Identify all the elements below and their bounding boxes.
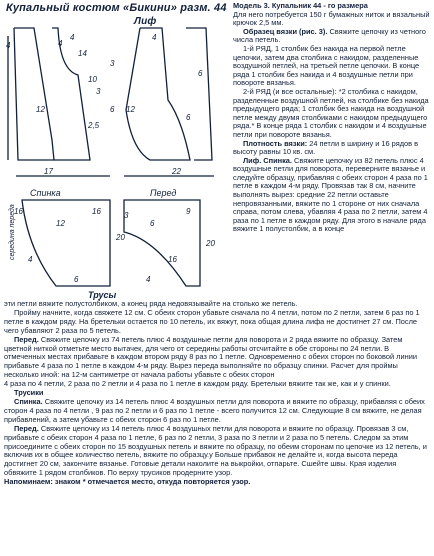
dim-t1: 16 (14, 207, 23, 216)
lif-text-tail: вяжите 1 полустолбик, а в конце (233, 224, 345, 234)
paragraph-7: Свяжите цепочку из 14 петель плюс 4 воздушных петли для поворота и вяжите по образцу. Провязав 3 см, прибавьте с обеих сторон 4 раза по 1 петле, 6 раз по 2 петли, 3 раза по 3 петли и 2 раза по 5 петель. Следом за этим присоедините с обеих сторон по 15 воздушных петель и вяжите по образцу, по обеим сторонам по цепочке из 12 петель, и включив их в общее количество петель, вяжите по образцу.у Больше прибавок не делайте и, когда высота переда достигнет 20 см, закончите вязанье. Готовые детали наколите на выкройки, отпарьте. Сшейте швы. Края изделия обвяжите 1 рядом столбиков. По верху трусиков продерните узор. (4, 423, 427, 478)
dim-3: 14 (78, 49, 87, 58)
dim-2: 4 (58, 39, 63, 48)
paragraph-3: Свяжите цепочку из 74 петель плюс 4 воздушные петли для поворота и 2 ряда вяжите по образцу. Затем цветной ниткой отметьте место вытачек, для чего от середины работы отсчитайте в обе стороны по 24 петли. В отмеченных местах прибавьте в каждом втором ряду 8 раз по 1 петле. Одновременно с обеих сторон по боковой линии прибавьте 4 раза по 1 петле в каждом 4-м ряду. Вырез переда выполняйте по образцу спинки. Расчет для проймы несколько иной: на 12-м сантиметре от начала работы убавьте с обеих сторон (4, 334, 417, 380)
lif-label: Лиф. Спинка. (243, 155, 292, 165)
row-1-text: 1-й РЯД, 1 столбик без накида на первой петле цепочки, затем два столбика с накидом, разделенные воздушной петлей, на третьей петле цепочки. В конце ряда 1 столбик без накида и 4 воздушные петли при повороте вязанья. (233, 43, 420, 88)
dim-t4: 4 (28, 255, 33, 264)
dim-5: 3 (110, 59, 115, 68)
paragraph-1: эти петли вяжите полустолбиком, а конец ряда недовязывайте на столько же петель. (4, 299, 298, 308)
density-label: Плотность вязки: (243, 138, 308, 148)
dim-t8: 16 (168, 255, 177, 264)
dim-t12: 16 (92, 207, 101, 216)
dim-t11: 9 (186, 207, 191, 216)
dim-7: 6 (110, 105, 115, 114)
paragraph-4: 4 раза по 4 петли, 2 раза по 2 петли и 4 раза по 1 петле в каждом ряду. Бретельки вяжите так же, как и у спинки. (4, 379, 391, 389)
dim-t6: 4 (146, 275, 151, 284)
row-2-text: 2-й РЯД (и все остальные): *2 столбика с накидом, разделенные воздушной петлей, на столбике без накида предыдущего ряда; 1 столбик без накида на воздушной петле между двумя столбиками с накидом предыдущего ряда.* В конце ряда 1 столбик с накидом и 4 воздушные петли при повороте вязанья. (233, 86, 429, 139)
diagram-title-text: Купальный костюм «Бикини» разм. 44 (6, 2, 227, 14)
briefs-front-label: Перед. (14, 423, 39, 433)
dim-t5: 6 (74, 275, 79, 284)
dim-8: 3 (96, 87, 101, 96)
dim-15: 4 (70, 33, 75, 42)
pattern-diagram (0, 0, 232, 300)
bottom-text-block (4, 300, 430, 487)
front-label: Перед (150, 188, 177, 198)
paragraph-6: Свяжите цепочку из 14 петель плюс 4 воздушных петли для поворота и вяжите по образцу, прибавляя с обеих сторон 4 раза по 4 петли , 9 раз по 2 петли и 6 раз по 1 петле - всего получится 12 см. Следующие 8 см вяжите, не делая прибавлений, а затем убавьте с обеих сторон 6 раз по 1 петле. (4, 396, 425, 424)
dim-t10: 6 (150, 219, 155, 228)
dim-4: 10 (88, 75, 97, 84)
dim-12: 6 (186, 113, 191, 122)
materials-text: Для него потребуется 150 г бумажных ниток и вязальный крючок 2,5 мм. (233, 9, 430, 28)
side-text: середина переда (9, 204, 16, 260)
density-text: 24 петли в ширину и 16 рядов в высоту равны 10 кв. см. (233, 138, 419, 157)
back-label: Спинка (30, 188, 61, 198)
sample-intro: Свяжите цепочку из четного числа петель. (233, 26, 426, 45)
bottom-label: Трусы (88, 290, 117, 300)
dim-13: 17 (44, 167, 53, 176)
right-text-column (233, 2, 431, 234)
lif-text: Свяжите цепочку из 82 петель плюс 4 воздушные петли для поворота, переверните вязанье и следуйте образцу, прибавляя с обеих сторон 4 раза по 1 петле в каждом 4-м ряду. Провязав так 8 см, начните выполнять вырез: средние 22 петли оставьте непровязанными, вяжите по 1 стороне от них сначала справа, потом слева, убавляя 4 раза по 2 петли, затем 4 раза по 1 петле в каждом ряду. Для этого в начале ряда (233, 155, 428, 225)
front-label-text: Перед. (14, 334, 39, 344)
dim-11: 6 (198, 69, 203, 78)
dim-1: 4 (6, 41, 11, 50)
top-label: Лиф (134, 16, 157, 27)
dim-9: 2,5 (88, 121, 100, 130)
dim-t7: 20 (206, 239, 215, 248)
dim-6: 12 (36, 105, 45, 114)
dim-14: 22 (172, 167, 181, 176)
sample-title: Образец вязки (рис. 3). (243, 26, 328, 36)
dim-t9: 3 (124, 211, 129, 220)
model-heading: Модель 3. Купальник 44 - го размера (233, 1, 368, 10)
dim-16: 4 (152, 33, 157, 42)
dim-t2: 20 (116, 233, 125, 242)
note-text: Напоминаем: знаком * отмечается место, откуда повторяется узор. (4, 477, 251, 487)
briefs-back-label: Спинка. (14, 396, 43, 406)
dim-t3: 12 (56, 219, 65, 228)
paragraph-2: Пройму начните, когда свяжете 12 см. С обеих сторон убавьте сначала по 4 петли, потом по 2 петли, затем 6 раз по 1 петле в каждом ряду. На бретельки остается по 10 петель, их вяжут, пока общая длина лифа не достигнет 27 см. После чего убавляют 2 раза по 5 петель. (4, 307, 420, 335)
dim-10: 12 (126, 105, 135, 114)
briefs-heading: Трусики (14, 388, 44, 398)
